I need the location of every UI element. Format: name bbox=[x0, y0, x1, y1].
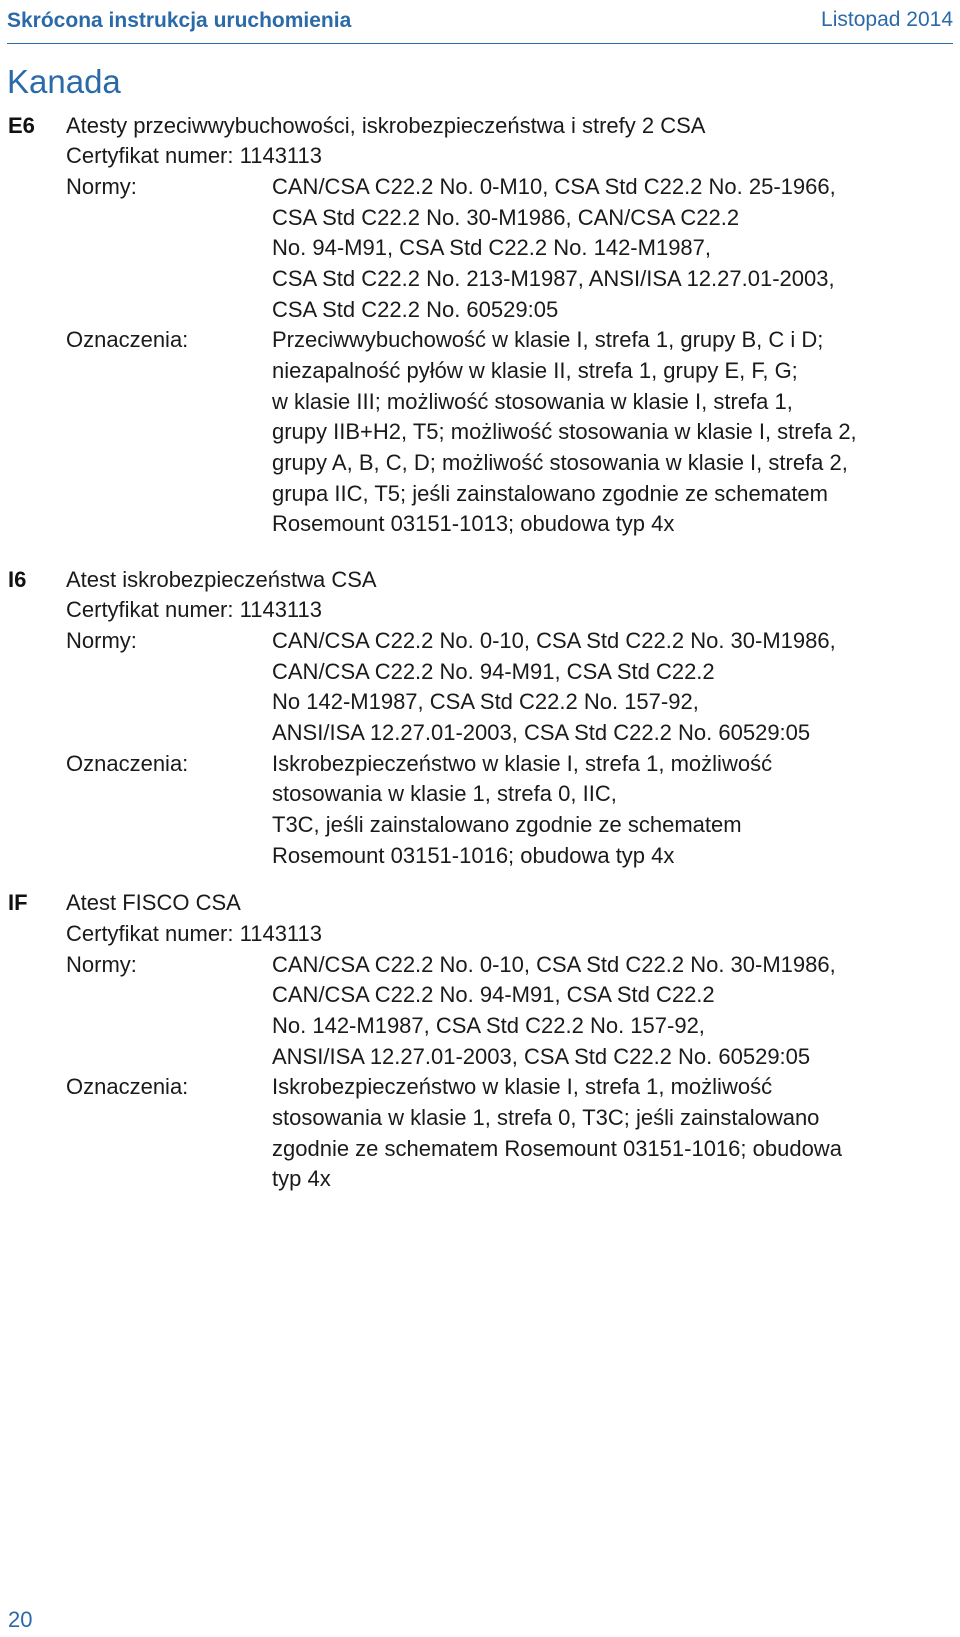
certificate-label: Certyfikat numer: bbox=[66, 143, 234, 168]
standards-line: CAN/CSA C22.2 No. 94-M91, CSA Std C22.2 bbox=[272, 982, 715, 1007]
markings-line: w klasie III; możliwość stosowania w klasie I, strefa 1, bbox=[272, 389, 793, 414]
markings-line: grupy A, B, C, D; możliwość stosowania w klasie I, strefa 2, bbox=[272, 450, 848, 475]
entry-title: Atest iskrobezpieczeństwa CSA bbox=[66, 567, 377, 592]
header-divider bbox=[7, 43, 953, 44]
standards-line: ANSI/ISA 12.27.01-2003, CSA Std C22.2 No. 60529:05 bbox=[272, 1044, 811, 1069]
certificate-number: 1143113 bbox=[239, 143, 323, 168]
markings-label: Oznaczenia: bbox=[66, 751, 189, 776]
markings-line: stosowania w klasie 1, strefa 0, IIC, bbox=[272, 781, 617, 806]
standards-line: No. 142-M1987, CSA Std C22.2 No. 157-92, bbox=[272, 1013, 705, 1038]
certificate-line bbox=[66, 141, 322, 172]
markings-line: typ 4x bbox=[272, 1166, 331, 1191]
standards-line: CAN/CSA C22.2 No. 0-10, CSA Std C22.2 No. 30-M1986, bbox=[272, 952, 836, 977]
document-date: Listopad 2014 bbox=[821, 8, 953, 31]
standards-line: CSA Std C22.2 No. 213-M1987, ANSI/ISA 12.27.01-2003, bbox=[272, 266, 835, 291]
markings-label: Oznaczenia: bbox=[66, 1074, 189, 1099]
standards-label: Normy: bbox=[66, 174, 137, 199]
standards-line: No. 94-M91, CSA Std C22.2 No. 142-M1987, bbox=[272, 235, 712, 260]
entry-code: E6 bbox=[8, 113, 35, 138]
entry-code: I6 bbox=[8, 567, 27, 592]
entry-code: IF bbox=[8, 890, 28, 915]
section-heading: Kanada bbox=[7, 63, 121, 100]
markings-line: Rosemount 03151-1013; obudowa typ 4x bbox=[272, 511, 675, 536]
entry-title: Atest FISCO CSA bbox=[66, 890, 241, 915]
markings-label: Oznaczenia: bbox=[66, 327, 189, 352]
document-title: Skrócona instrukcja uruchomienia bbox=[7, 9, 352, 32]
standards-label: Normy: bbox=[66, 628, 137, 653]
markings-line: niezapalność pyłów w klasie II, strefa 1, grupy E, F, G; bbox=[272, 358, 798, 383]
markings-line: Iskrobezpieczeństwo w klasie I, strefa 1, możliwość bbox=[272, 1074, 773, 1099]
certificate-number: 1143113 bbox=[239, 921, 323, 946]
standards-line: CSA Std C22.2 No. 30-M1986, CAN/CSA C22.2 bbox=[272, 205, 740, 230]
markings-line: Iskrobezpieczeństwo w klasie I, strefa 1, możliwość bbox=[272, 751, 773, 776]
certificate-line bbox=[66, 595, 322, 626]
markings-line: stosowania w klasie 1, strefa 0, T3C; jeśli zainstalowano bbox=[272, 1105, 820, 1130]
standards-label: Normy: bbox=[66, 952, 137, 977]
standards-line: ANSI/ISA 12.27.01-2003, CSA Std C22.2 No. 60529:05 bbox=[272, 720, 811, 745]
markings-line: Przeciwwybuchowość w klasie I, strefa 1, grupy B, C i D; bbox=[272, 327, 824, 352]
markings-line: T3C, jeśli zainstalowano zgodnie ze schematem bbox=[272, 812, 742, 837]
certificate-number: 1143113 bbox=[239, 597, 323, 622]
markings-line: grupy IIB+H2, T5; możliwość stosowania w klasie I, strefa 2, bbox=[272, 419, 857, 444]
page-number: 20 bbox=[8, 1607, 33, 1632]
certificate-label: Certyfikat numer: bbox=[66, 921, 234, 946]
standards-line: CAN/CSA C22.2 No. 0-10, CSA Std C22.2 No. 30-M1986, bbox=[272, 628, 836, 653]
certificate-label: Certyfikat numer: bbox=[66, 597, 234, 622]
standards-line: No 142-M1987, CSA Std C22.2 No. 157-92, bbox=[272, 689, 699, 714]
markings-line: grupa IIC, T5; jeśli zainstalowano zgodnie ze schematem bbox=[272, 481, 828, 506]
standards-line: CAN/CSA C22.2 No. 94-M91, CSA Std C22.2 bbox=[272, 659, 715, 684]
entry-title: Atesty przeciwwybuchowości, iskrobezpieczeństwa i strefy 2 CSA bbox=[66, 113, 706, 138]
markings-line: zgodnie ze schematem Rosemount 03151-1016; obudowa bbox=[272, 1136, 842, 1161]
standards-line: CAN/CSA C22.2 No. 0-M10, CSA Std C22.2 No. 25-1966, bbox=[272, 174, 836, 199]
markings-line: Rosemount 03151-1016; obudowa typ 4x bbox=[272, 843, 675, 868]
standards-line: CSA Std C22.2 No. 60529:05 bbox=[272, 297, 559, 322]
certificate-line bbox=[66, 919, 322, 950]
